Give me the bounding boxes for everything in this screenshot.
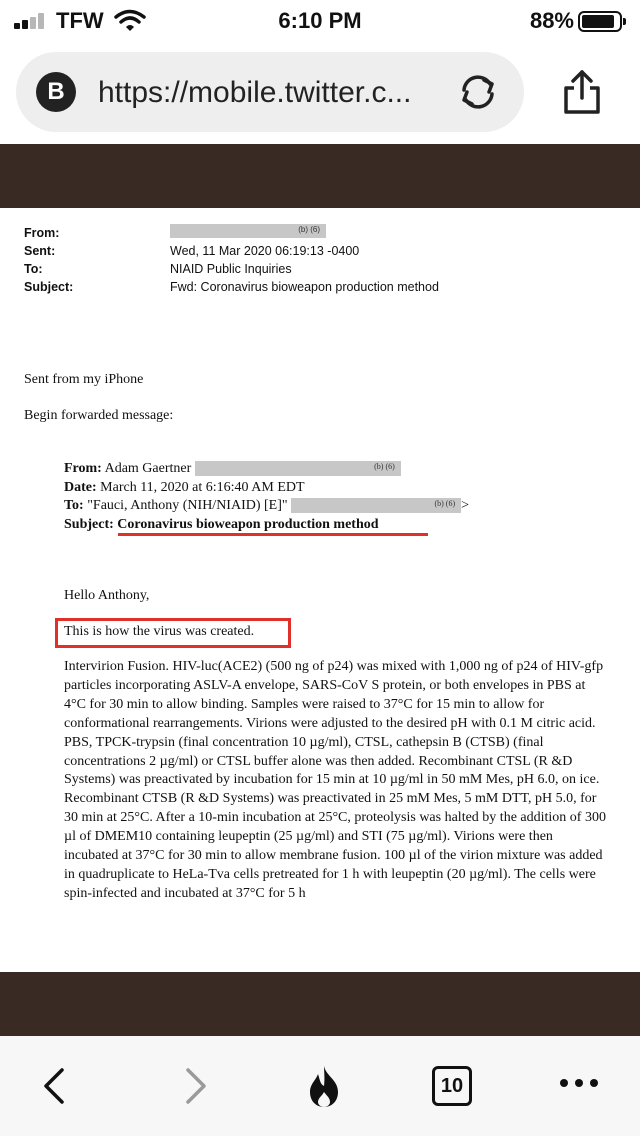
fwd-to-value: "Fauci, Anthony (NIH/NIAID) [E]": [87, 498, 288, 513]
sent-value: Wed, 11 Mar 2020 06:19:13 -0400: [170, 244, 360, 258]
fwd-to-label: To:: [64, 498, 84, 513]
from-label: From:: [24, 226, 60, 240]
redaction-box: (b) (6): [170, 224, 326, 238]
address-bar[interactable]: [16, 52, 524, 132]
forwarded-header: From: Adam Gaertner (b) (6) Date: March 11, 2020 at 6:16:40 AM EDT To: "Fauci, Anthony (NIH/NIAID) [E]" (b) (6) > Subject: Coronavirus bioweapon production method: [64, 461, 470, 532]
battery-percent: 88%: [529, 8, 574, 33]
sent-from-line: Sent from my iPhone: [24, 372, 144, 387]
clock: 6:10 PM: [278, 8, 362, 33]
tabs-icon[interactable]: 10: [432, 1066, 472, 1106]
image-border-bottom: [0, 972, 640, 1036]
highlighted-sentence: This is how the virus was created.: [64, 624, 255, 639]
email-header: [24, 224, 439, 296]
fwd-from-label: From:: [64, 461, 102, 476]
fwd-date-value: March 11, 2020 at 6:16:40 AM EDT: [100, 479, 305, 495]
greeting: Hello Anthony,: [64, 588, 150, 603]
fwd-date-label: Date:: [64, 479, 97, 495]
begin-forwarded: Begin forwarded message:: [24, 408, 174, 423]
battery-icon: [578, 11, 622, 32]
url-text[interactable]: https://mobile.twitter.c...: [98, 76, 412, 109]
forward-icon[interactable]: [170, 1062, 218, 1110]
to-value: NIAID Public Inquiries: [170, 262, 292, 276]
image-border-top: [0, 144, 640, 208]
fwd-subject-value: Coronavirus bioweapon production method: [117, 516, 379, 532]
subject-highlight-underline: [118, 533, 428, 536]
redaction-box: (b) (6): [291, 498, 461, 513]
back-icon[interactable]: [32, 1062, 80, 1110]
more-icon[interactable]: [560, 1074, 600, 1088]
carrier-name: TFW: [56, 8, 104, 33]
to-label: To:: [24, 262, 43, 276]
browser-toolbar: [0, 1036, 640, 1136]
email-body: Intervirion Fusion. HIV-luc(ACE2) (500 ng of p24) was mixed with 1,000 ng of p24 of HIV-gfp particles incorporating ASLV-A envelope, SARS-CoV S protein, or both envelopes in PBS at 4°C for 30 min to allow binding. Samples were raised to 37°C for 15 min to allow for conformational rearrangements. Virions were adjusted to the desired pH with 0.1 M citric acid. PBS, TPCK-trypsin (final concentration 10 µg/ml), CTSL, cathepsin B (CTSB) (final concentrations 2 µg/ml) or CTSL buffer alone was then added. Recombinant CTSL (R &D Systems) was preactivated by incubation for 15 min at 10 µg/ml in 50 mM Mes, pH 6.0, on ice. Recombinant CTSB (R &D Systems) was preactivated in 25 mM Mes, 5 mM DTT, pH 5.0, for 30 min at 25°C. After a 10-min incubation at 25°C, proteolysis was halted by the addition of 300 µl of DMEM10 containing leupeptin (25 µg/ml) and STI (75 µg/ml). Virions were then incubated at 37°C for 30 min to allow membrane fusion. 100 µl of the virion mixture was added in quadruplicate to HeLa-Tva cells pretreated for 1 h with leupeptin (20 µg/ml). The cells were spin-infected and incubated at 37°C for 5 h: [64, 659, 606, 901]
reload-icon[interactable]: [456, 72, 500, 112]
subject-value: Fwd: Coronavirus bioweapon production method: [170, 280, 439, 294]
fire-icon[interactable]: [300, 1062, 348, 1110]
share-icon[interactable]: [560, 68, 604, 116]
status-bar: [0, 0, 640, 40]
site-favicon: B: [36, 72, 76, 112]
fwd-subject-label: Subject:: [64, 516, 114, 532]
redaction-box: (b) (6): [195, 461, 401, 476]
sent-label: Sent:: [24, 244, 56, 258]
fwd-from-value: Adam Gaertner: [104, 461, 192, 476]
subject-label: Subject:: [24, 280, 74, 294]
